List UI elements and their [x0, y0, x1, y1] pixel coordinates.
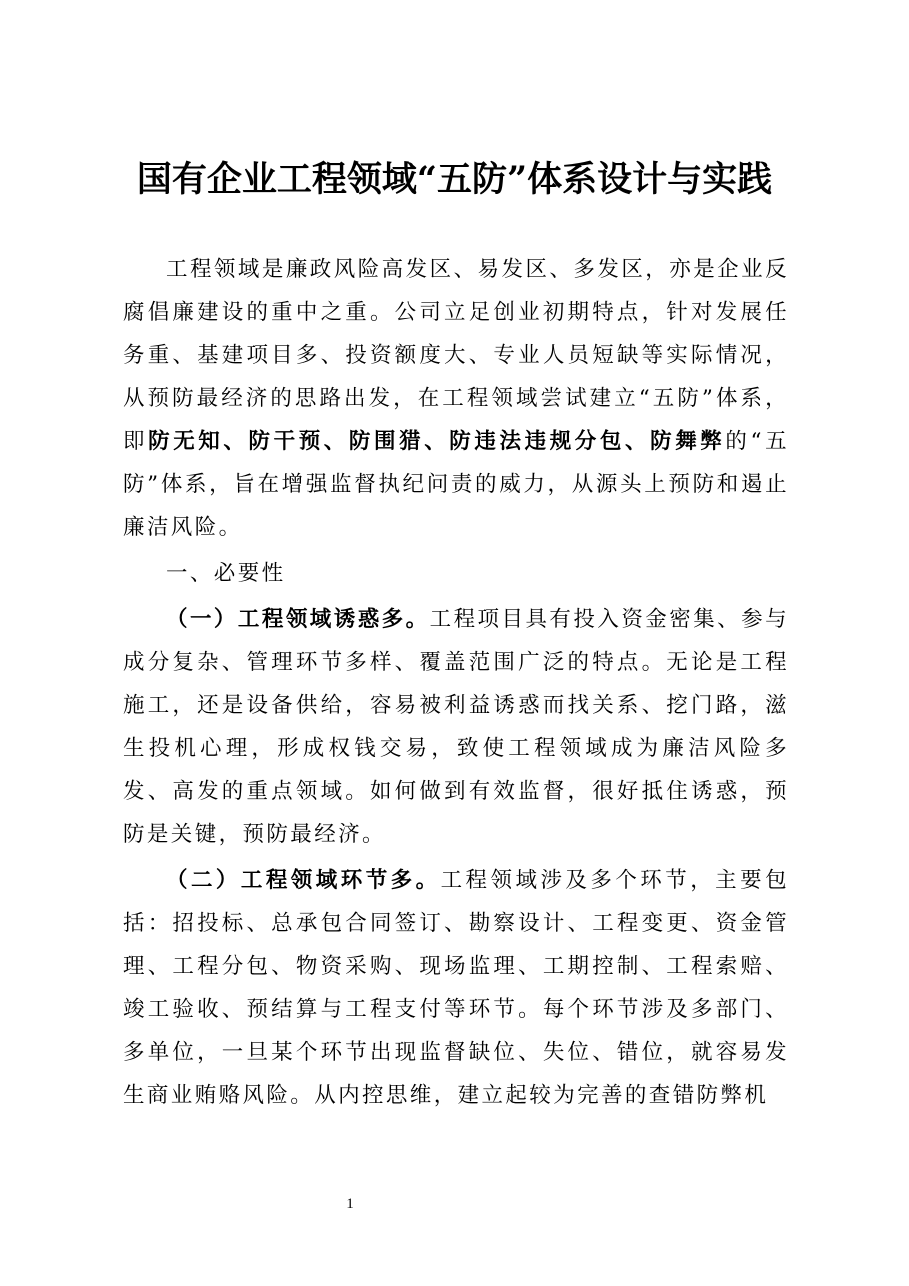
intro-bold-text: 防无知、防干预、防围猎、防违法违规分包、防舞弊: [148, 429, 726, 454]
subsection-2-text: 工程领域涉及多个环节，主要包括：招投标、总承包合同签订、勘察设计、工程变更、资金管理、工程分包、物资采购、现场监理、工期控制、工程索赔、竣工验收、预结算与工程支付等环节。每个环节涉及多部门、多单位，一旦某个环节出现监督缺位、失位、错位，就容易发生商业贿赂风险。从内控思维，建立起较为完善的查错防弊机: [123, 868, 789, 1108]
section-heading: 一、必要性: [166, 561, 286, 586]
subsection-2-heading: （二）工程领域环节多。: [166, 868, 441, 893]
subsection-1-paragraph: [123, 598, 789, 856]
intro-paragraph: [123, 248, 789, 549]
subsection-1-text: 工程项目具有投入资金密集、参与成分复杂、管理环节多样、覆盖范围广泛的特点。无论是工程施工，还是设备供给，容易被利益诱惑而找关系、挖门路，滋生投机心理，形成权钱交易，致使工程领域成为廉洁风险多发、高发的重点领域。如何做到有效监督，很好抵住诱惑，预防是关键，预防最经济。: [123, 607, 789, 847]
intro-text-part2: 的“五防”体系，旨在增强监督执纪问责的威力，从源头上预防和遏止廉洁风险。: [123, 429, 789, 540]
intro-text-part1: 工程领域是廉政风险高发区、易发区、多发区，亦是企业反腐倡廉建设的重中之重。公司立足创业初期特点，针对发展任务重、基建项目多、投资额度大、专业人员短缺等实际情况，从预防最经济的思路出发，在工程领域尝试建立“五防”体系，即: [123, 257, 789, 454]
subsection-1-heading: （一）工程领域诱惑多。: [166, 607, 430, 632]
document-title: 国有企业工程领域“五防”体系设计与实践: [136, 159, 773, 200]
subsection-2-paragraph: [123, 859, 789, 1117]
document-body: [123, 248, 789, 1117]
page-number: 1: [346, 1196, 354, 1212]
